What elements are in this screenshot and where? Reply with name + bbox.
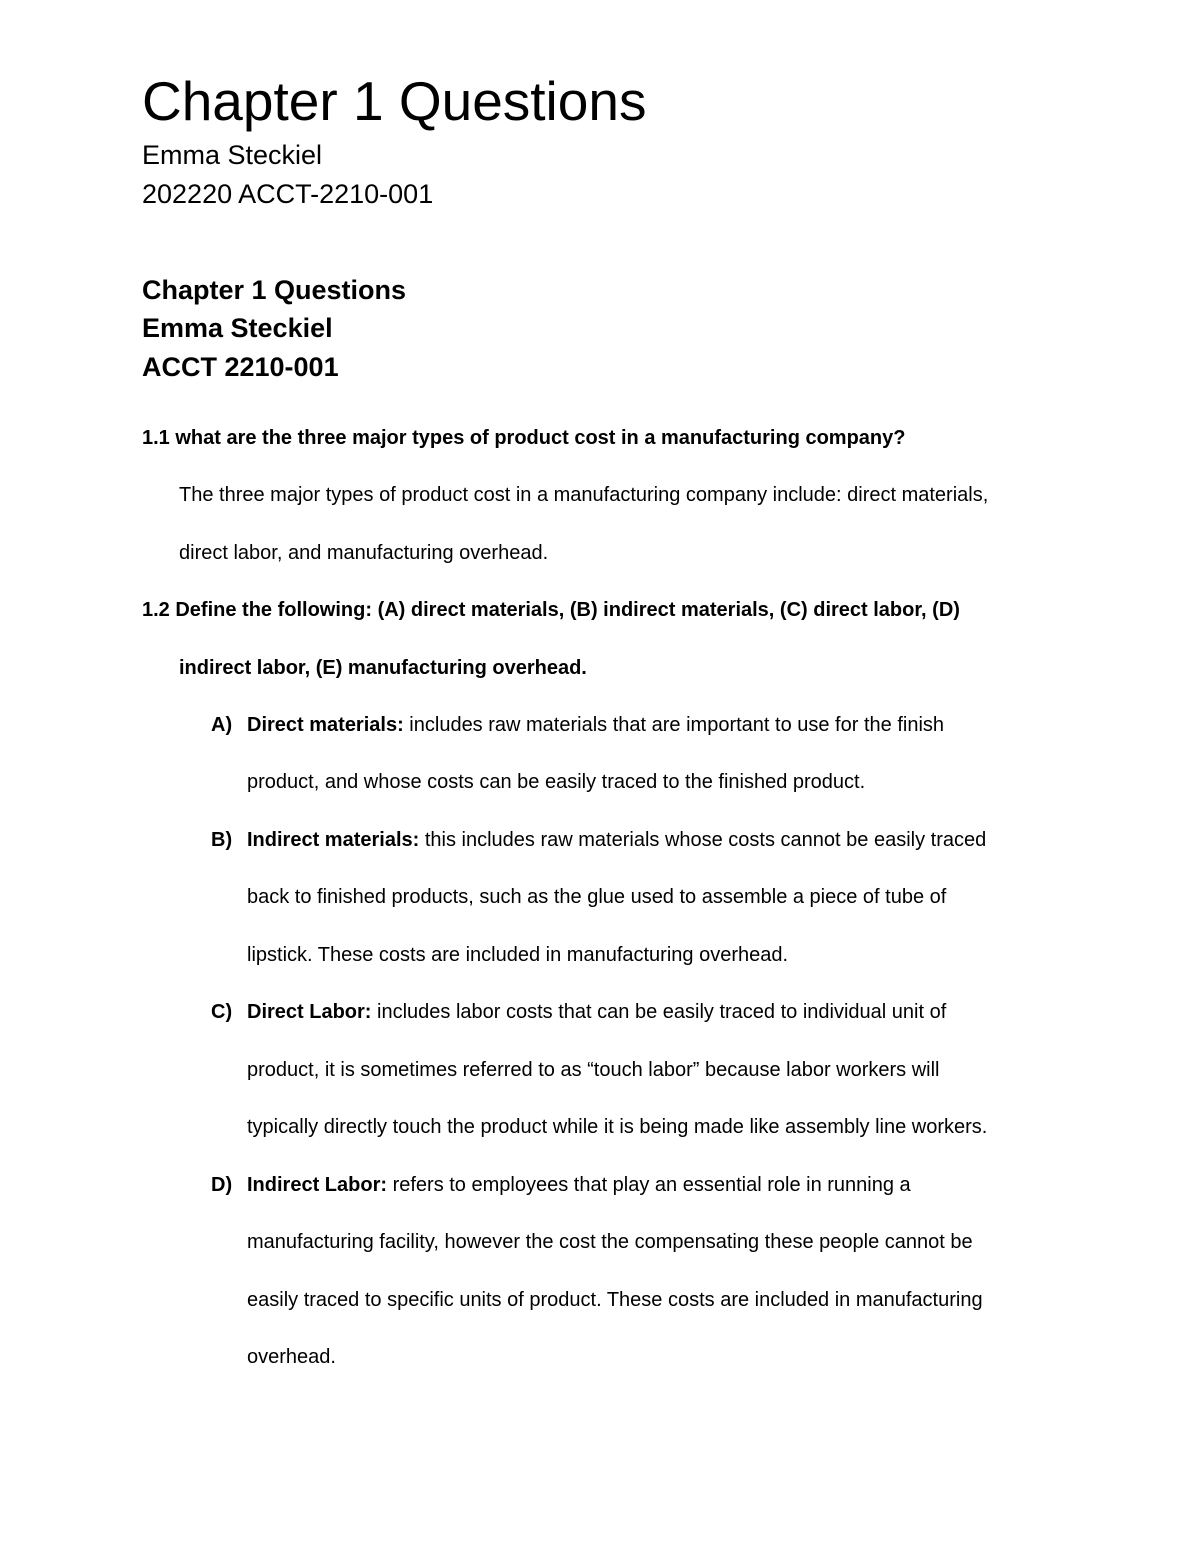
list-item-letter: A) (211, 714, 233, 736)
definition-text: includes labor costs that can be easily traced to individual unit of (371, 1001, 947, 1023)
document-title: Chapter 1 Questions (142, 70, 647, 132)
answer-1-1-line-2: direct labor, and manufacturing overhead. (179, 542, 549, 564)
definition-text: this includes raw materials whose costs cannot be easily traced (419, 829, 987, 851)
term-label: Direct materials: (247, 714, 404, 736)
list-item-line: manufacturing facility, however the cost the compensating these people cannot be (247, 1231, 973, 1253)
author-name: Emma Steckiel (142, 140, 323, 170)
list-item-line: typically directly touch the product while it is being made like assembly line workers. (247, 1116, 988, 1138)
term-label: Indirect Labor: (247, 1174, 388, 1196)
list-item-letter: B) (211, 829, 233, 851)
list-item-letter: C) (211, 1001, 233, 1023)
list-item-letter: D) (211, 1174, 233, 1196)
question-1-2-line-1: 1.2 Define the following: (A) direct materials, (B) indirect materials, (C) direct labor, (D) (142, 599, 960, 621)
list-item-line: easily traced to specific units of product. These costs are included in manufacturing (247, 1289, 983, 1311)
question-1-2-line-2: indirect labor, (E) manufacturing overhead. (179, 657, 587, 679)
answer-1-1-line-1: The three major types of product cost in a manufacturing company include: direct materials, (179, 484, 989, 506)
list-item-line (247, 715, 944, 735)
section-heading-course: ACCT 2210-001 (142, 352, 339, 382)
list-item-line (247, 1175, 911, 1195)
term-label: Direct Labor: (247, 1001, 372, 1023)
list-item-line: lipstick. These costs are included in manufacturing overhead. (247, 944, 789, 966)
question-1-1: 1.1 what are the three major types of product cost in a manufacturing company? (142, 427, 906, 449)
section-heading-author: Emma Steckiel (142, 313, 333, 343)
course-code: 202220 ACCT-2210-001 (142, 179, 434, 209)
definition-text: refers to employees that play an essential role in running a (387, 1174, 911, 1196)
list-item-line (247, 1002, 946, 1022)
list-item-line: product, and whose costs can be easily traced to the finished product. (247, 771, 866, 793)
list-item-line: overhead. (247, 1346, 336, 1368)
list-item-line: product, it is sometimes referred to as “touch labor” because labor workers will (247, 1059, 940, 1081)
list-item-line (247, 830, 986, 850)
list-item-line: back to finished products, such as the glue used to assemble a piece of tube of (247, 886, 947, 908)
term-label: Indirect materials: (247, 829, 420, 851)
definition-text: includes raw materials that are important to use for the finish (403, 714, 945, 736)
section-heading-title: Chapter 1 Questions (142, 275, 407, 305)
